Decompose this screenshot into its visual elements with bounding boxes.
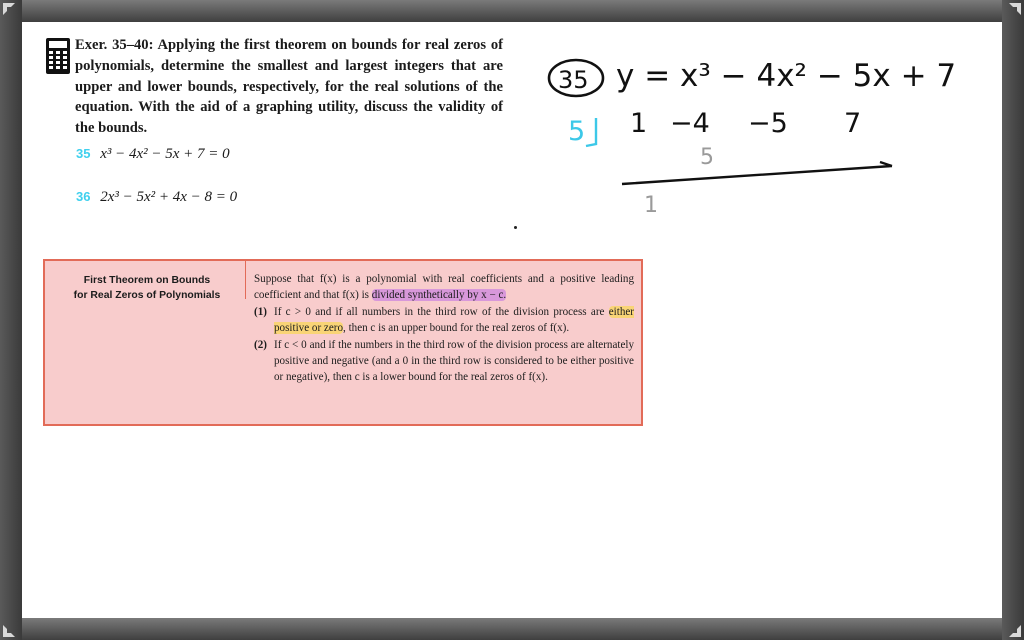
handwritten-work xyxy=(540,44,957,224)
calculator-icon xyxy=(46,38,70,79)
item-text: If c > 0 and if all numbers in the third row of the division process are xyxy=(274,306,609,319)
exercise-instructions: Exer. 35–40: Applying the first theorem on bounds for real zeros of polynomials, determine the smallest and largest integers that are upper and lower bounds, respectively, for the real solutions of the equation. With the aid of a graphing utility, discuss the validity of the bounds. xyxy=(75,37,503,137)
stray-dot xyxy=(514,226,517,229)
window-top-frame xyxy=(0,0,1024,22)
item-number: (2) xyxy=(254,339,267,352)
bottom-left-corner-icon xyxy=(0,618,22,640)
coefficient: −4 xyxy=(670,108,710,139)
window-left-frame xyxy=(0,0,22,640)
handwritten-problem-label: 35 xyxy=(558,66,589,94)
third-row-value: 1 xyxy=(644,193,658,218)
theorem-title-line: for Real Zeros of Polynomials xyxy=(73,290,221,301)
window-right-frame xyxy=(1002,0,1024,640)
purple-highlight: divided synthetically by x − c. xyxy=(371,288,507,301)
problem-36 xyxy=(76,189,237,206)
yellow-highlight: either positive or zero xyxy=(274,306,634,334)
theorem-item-1 xyxy=(254,305,634,336)
bottom-right-corner-icon xyxy=(1002,618,1024,640)
theorem-intro-text: Suppose that f(x) is a polynomial with real coefficients and a positive leading coefficient and that f(x) is xyxy=(254,273,634,301)
window-bottom-frame xyxy=(0,618,1024,640)
item-text: If c < 0 and if the numbers in the third row of the division process are alternately positive and negative (and a 0 in the third row is considered to be either positive or negative), then c is a lower bound for the real zeros of f(x). xyxy=(274,339,634,383)
division-line xyxy=(622,162,892,184)
theorem-title xyxy=(60,273,234,303)
theorem-divider xyxy=(245,259,246,299)
handwritten-divisor: 5 xyxy=(568,116,586,147)
theorem-title-line: First Theorem on Bounds xyxy=(83,275,211,286)
problem-equation: x³ − 4x² − 5x + 7 = 0 xyxy=(100,146,230,162)
theorem-item-2 xyxy=(254,338,634,385)
division-bracket xyxy=(586,118,596,146)
theorem-body xyxy=(254,272,634,385)
coefficient: 7 xyxy=(844,108,862,139)
item-number: (1) xyxy=(254,306,267,319)
handwritten-equation: y = x³ − 4x² − 5x + 7 xyxy=(616,58,957,94)
top-left-corner-icon xyxy=(0,0,22,22)
coefficient: 1 xyxy=(630,108,648,139)
problem-35 xyxy=(76,146,230,163)
problem-number: 35 xyxy=(76,146,91,161)
coefficient: −5 xyxy=(748,108,788,139)
theorem-intro xyxy=(254,272,634,303)
second-row-value: 5 xyxy=(700,145,714,170)
problem-equation: 2x³ − 5x² + 4x − 8 = 0 xyxy=(100,189,238,205)
item-text: , then c is an upper bound for the real zeros of f(x). xyxy=(343,321,570,334)
problem-number: 36 xyxy=(76,189,91,204)
top-right-corner-icon xyxy=(1002,0,1024,22)
